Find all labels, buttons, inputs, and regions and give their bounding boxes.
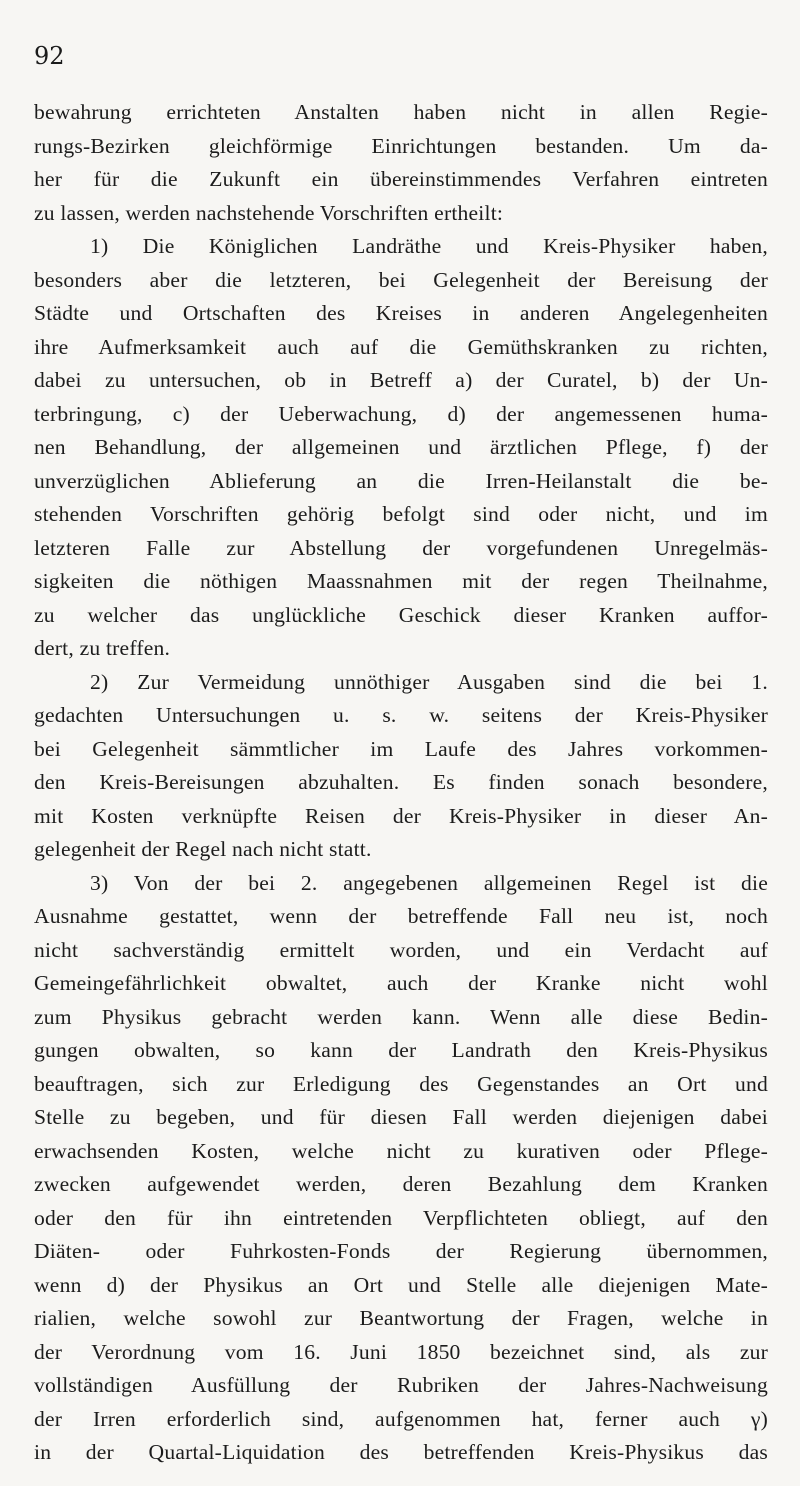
text-line: 2) Zur Vermeidung unnöthiger Ausgaben sind die bei 1. <box>90 669 768 694</box>
text-line: mit Kosten verknüpfte Reisen der Kreis-Physiker in dieser An- <box>34 803 768 828</box>
text-line: wenn d) der Physikus an Ort und Stelle alle diejenigen Mate- <box>34 1272 768 1297</box>
text-line: zum Physikus gebracht werden kann. Wenn alle diese Bedin- <box>34 1004 768 1029</box>
text-line: ihre Aufmerksamkeit auch auf die Gemüthskranken zu richten, <box>34 334 768 359</box>
text-line: 1) Die Königlichen Landräthe und Kreis-Physiker haben, <box>90 234 768 258</box>
text-line: zwecken aufgewendet werden, deren Bezahlung dem Kranken <box>34 1172 768 1196</box>
text-line: zu welcher das unglückliche Geschick dieser Kranken auffor- <box>34 602 768 627</box>
text-line: rialien, welche sowohl zur Beantwortung der Fragen, welche in <box>34 1306 768 1330</box>
text-line: erwachsenden Kosten, welche nicht zu kurativen oder Pflege- <box>34 1138 768 1163</box>
page-number: 92 <box>34 42 65 70</box>
text-line: stehenden Vorschriften gehörig befolgt sind oder nicht, und im <box>34 502 768 526</box>
text-line: besonders aber die letzteren, bei Gelegenheit der Bereisung der <box>34 267 768 292</box>
text-line: gungen obwalten, so kann der Landrath den Kreis-Physikus <box>34 1038 768 1062</box>
text-line: oder den für ihn eintretenden Verpflichteten obliegt, auf den <box>34 1205 768 1230</box>
text-line: dert, zu treffen. <box>34 636 171 660</box>
text-line: in der Quartal-Liquidation des betreffenden Kreis-Physikus das <box>34 1440 768 1464</box>
text-line: Städte und Ortschaften des Kreises in anderen Angelegenheiten <box>34 301 768 325</box>
text-line: 3) Von der bei 2. angegebenen allgemeinen Regel ist die <box>90 870 768 895</box>
body-text <box>34 96 768 1470</box>
text-line: bei Gelegenheit sämmtlicher im Laufe des Jahres vorkommen- <box>34 736 768 761</box>
text-line: nen Behandlung, der allgemeinen und ärztlichen Pflege, f) der <box>34 435 768 459</box>
text-line: bewahrung errichteten Anstalten haben nicht in allen Regie- <box>34 100 768 124</box>
text-line: zu lassen, werden nachstehende Vorschriften ertheilt: <box>34 200 504 225</box>
text-line: der Irren erforderlich sind, aufgenommen hat, ferner auch γ) <box>34 1406 768 1431</box>
text-line: Diäten- oder Fuhrkosten-Fonds der Regierung übernommen, <box>34 1239 768 1263</box>
text-line: dabei zu untersuchen, ob in Betreff a) der Curatel, b) der Un- <box>34 368 768 392</box>
text-line: gelegenheit der Regel nach nicht statt. <box>34 837 372 861</box>
text-line: Gemeingefährlichkeit obwaltet, auch der Kranke nicht wohl <box>34 971 768 995</box>
text-line: nicht sachverständig ermittelt worden, und ein Verdacht auf <box>34 937 768 962</box>
text-line: beauftragen, sich zur Erledigung des Gegenstandes an Ort und <box>34 1071 768 1096</box>
text-line: terbringung, c) der Ueberwachung, d) der angemessenen huma- <box>34 401 768 426</box>
text-line: vollständigen Ausfüllung der Rubriken der Jahres-Nachweisung <box>34 1373 768 1397</box>
text-line: Ausnahme gestattet, wenn der betreffende Fall neu ist, noch <box>34 904 768 928</box>
text-line: gedachten Untersuchungen u. s. w. seitens der Kreis-Physiker <box>34 703 768 727</box>
text-line: letzteren Falle zur Abstellung der vorgefundenen Unregelmäs- <box>34 535 768 560</box>
text-line: der Verordnung vom 16. Juni 1850 bezeichnet sind, als zur <box>34 1339 768 1364</box>
text-line: her für die Zukunft ein übereinstimmendes Verfahren eintreten <box>34 167 768 191</box>
text-line: Stelle zu begeben, und für diesen Fall werden diejenigen dabei <box>34 1105 768 1129</box>
text-line: den Kreis-Bereisungen abzuhalten. Es finden sonach besondere, <box>34 770 768 794</box>
text-line: unverzüglichen Ablieferung an die Irren-Heilanstalt die be- <box>34 468 768 493</box>
text-line: sigkeiten die nöthigen Maassnahmen mit der regen Theilnahme, <box>34 569 768 593</box>
text-line: rungs-Bezirken gleichförmige Einrichtungen bestanden. Um da- <box>34 133 768 158</box>
